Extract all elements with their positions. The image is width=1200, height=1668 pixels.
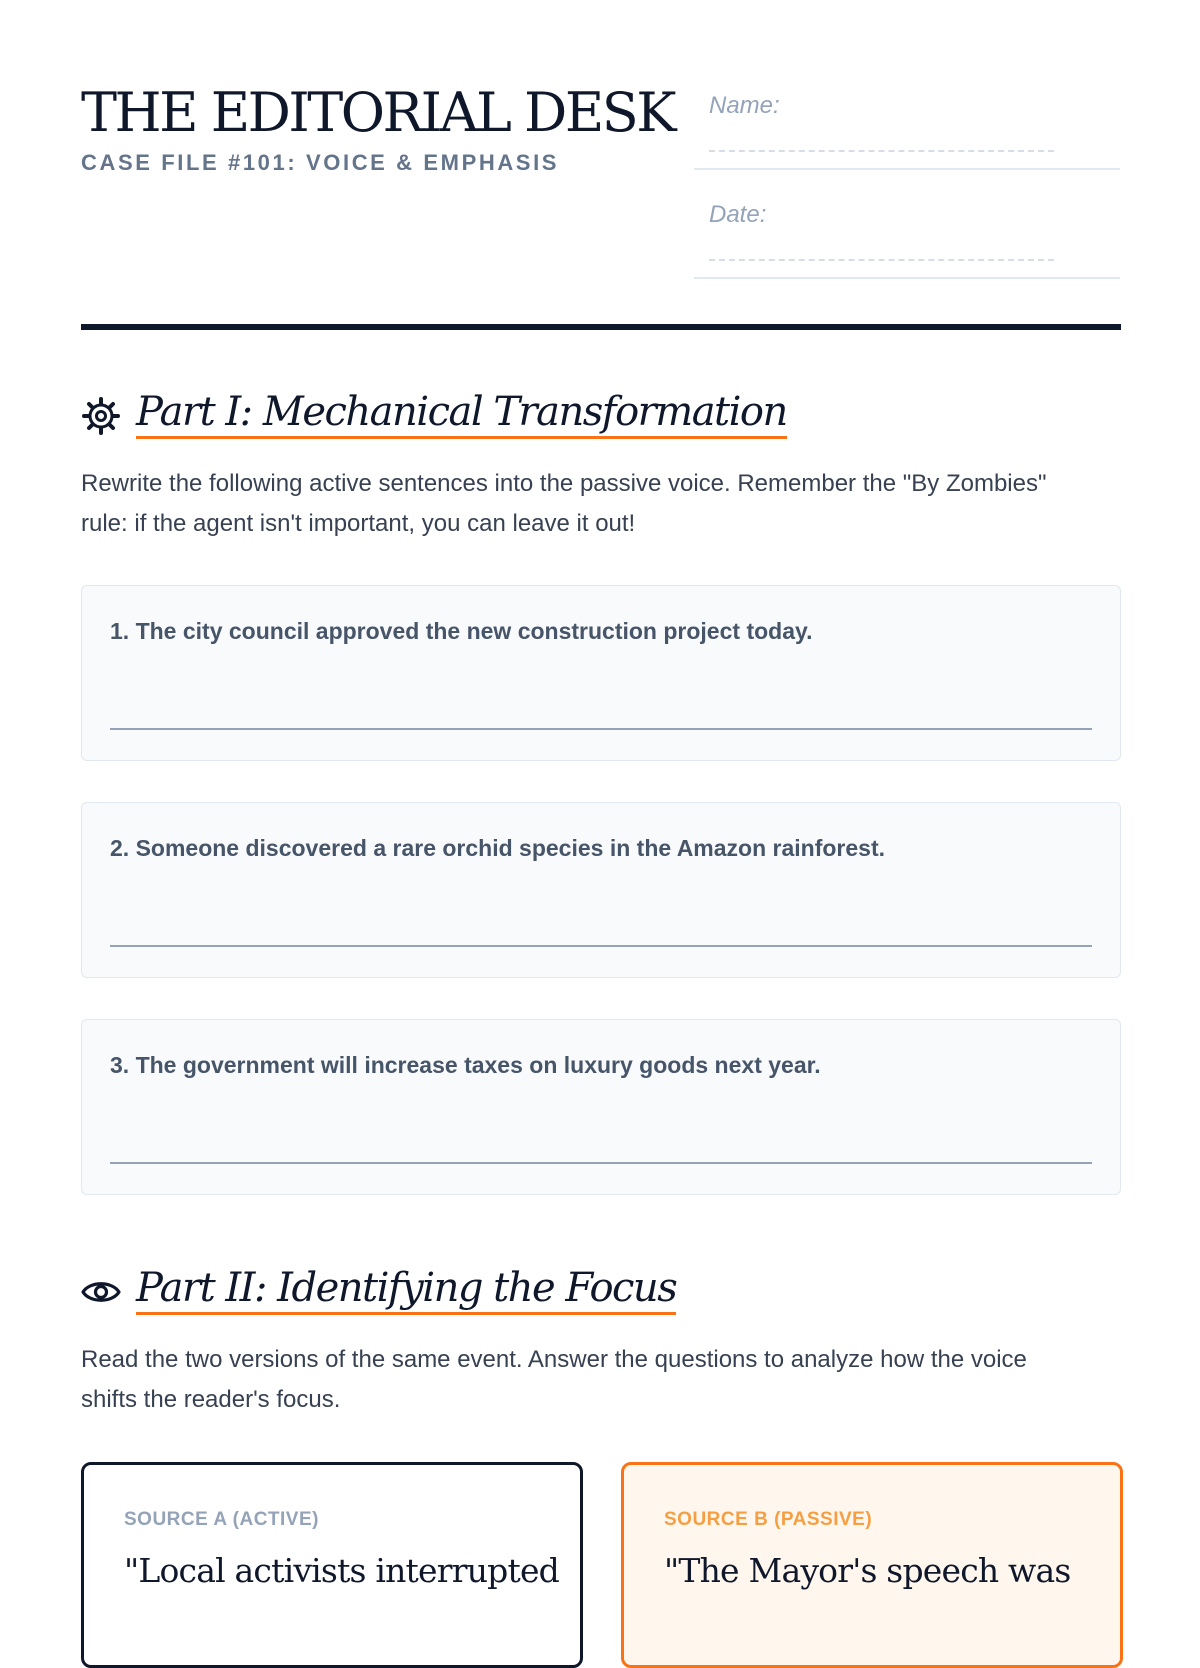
- part2-instructions: Read the two versions of the same event. Answer the questions to analyze how the voice shifts the reader's focus.: [81, 1346, 1027, 1413]
- name-field[interactable]: [694, 80, 1120, 170]
- gear-icon: [81, 396, 121, 436]
- answer-line[interactable]: [110, 945, 1092, 947]
- date-label: Date:: [709, 201, 767, 228]
- answer-line[interactable]: [110, 1162, 1092, 1164]
- eye-icon: [81, 1272, 121, 1312]
- case-file-subtitle: CASE FILE #101: VOICE & EMPHASIS: [81, 150, 560, 175]
- part1-heading: [81, 388, 1121, 448]
- header-divider: [81, 324, 1121, 330]
- date-field[interactable]: [694, 189, 1120, 279]
- source-b-quote: "The Mayor's speech was: [664, 1551, 1071, 1590]
- date-blank-line: [709, 241, 1054, 261]
- part2-title: Part II: Identifying the Focus: [136, 1264, 676, 1315]
- part2-heading: [81, 1264, 1121, 1324]
- name-blank-line: [709, 132, 1054, 152]
- question-text: 2. Someone discovered a rare orchid species in the Amazon rainforest.: [110, 835, 886, 861]
- part1-title: Part I: Mechanical Transformation: [136, 388, 787, 439]
- source-b-card: [621, 1462, 1123, 1668]
- answer-line[interactable]: [110, 728, 1092, 730]
- source-b-label: SOURCE B (PASSIVE): [664, 1509, 873, 1530]
- header: [81, 80, 1121, 330]
- name-label: Name:: [709, 92, 780, 119]
- question-box: [81, 1019, 1121, 1195]
- source-a-card: [81, 1462, 583, 1668]
- question-box: [81, 585, 1121, 761]
- part1-instructions: Rewrite the following active sentences into the passive voice. Remember the "By Zombies" rule: if the agent isn't important, you can leave it out!: [81, 470, 1047, 537]
- question-text: 1. The city council approved the new construction project today.: [110, 618, 813, 644]
- source-a-quote: "Local activists interrupted: [124, 1551, 559, 1590]
- page-title: THE EDITORIAL DESK: [81, 81, 675, 144]
- question-text: 3. The government will increase taxes on luxury goods next year.: [110, 1052, 821, 1078]
- question-box: [81, 802, 1121, 978]
- source-a-label: SOURCE A (ACTIVE): [124, 1509, 319, 1530]
